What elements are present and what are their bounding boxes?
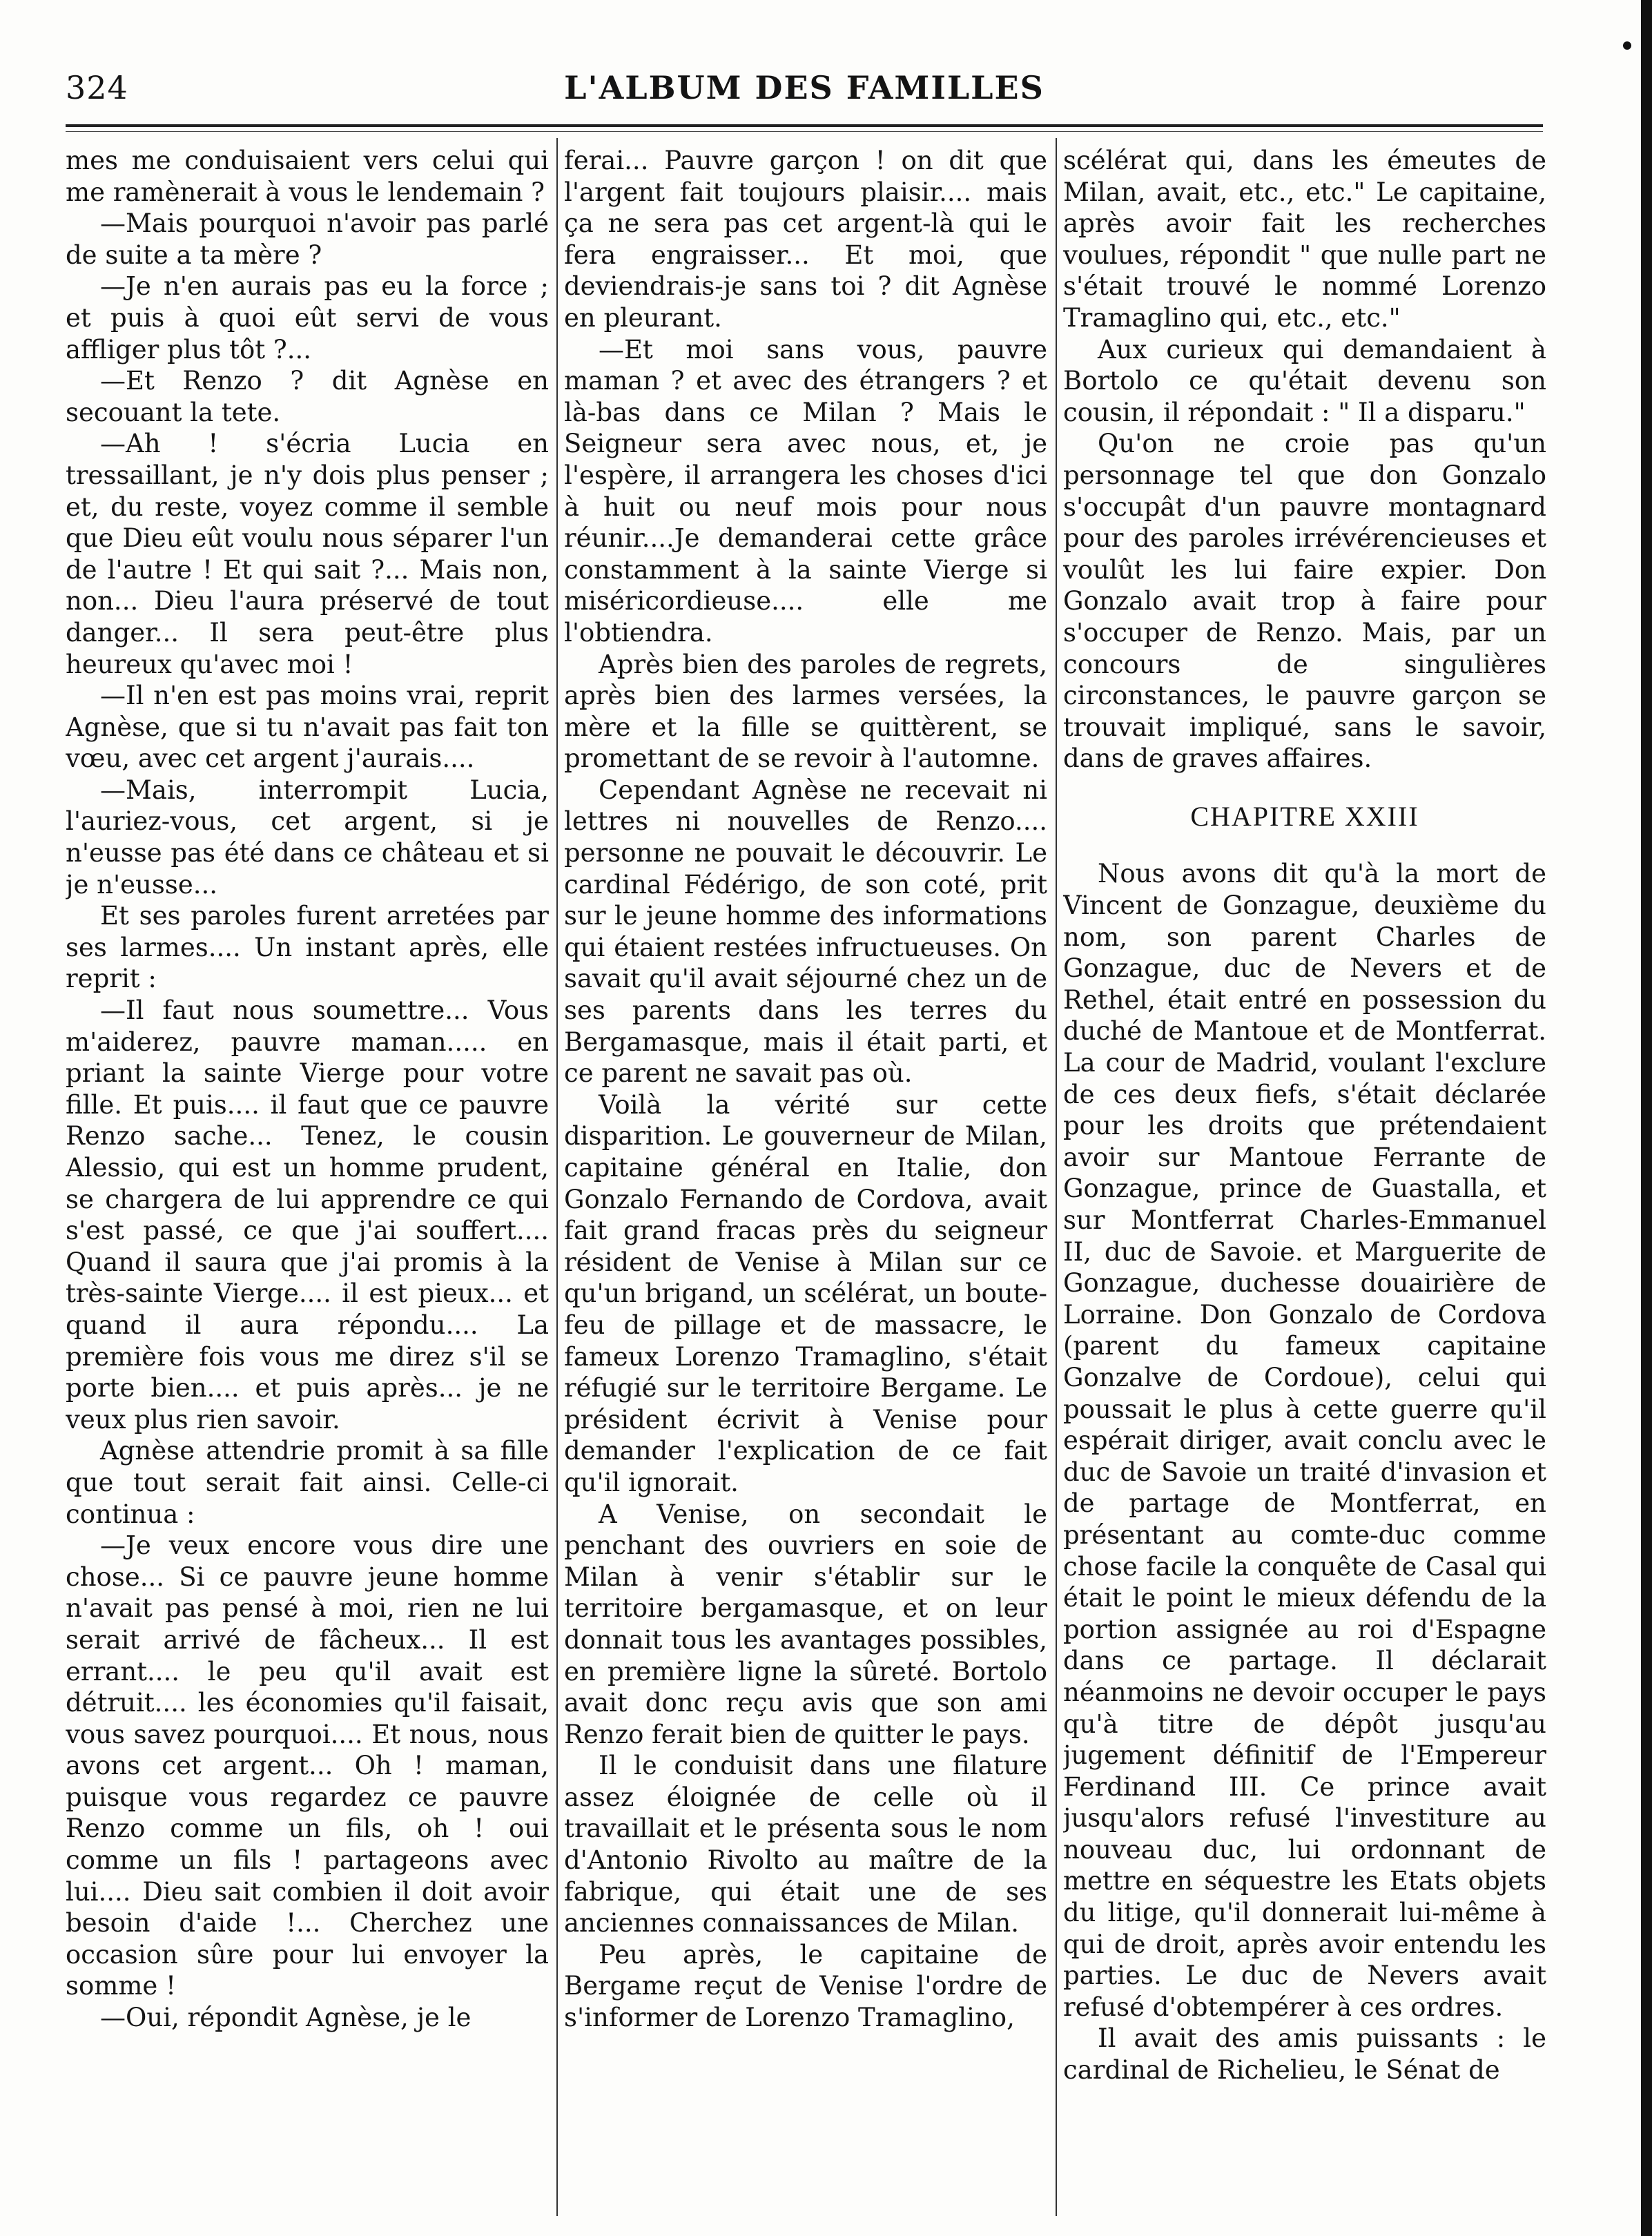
page-edge-mark — [1623, 41, 1631, 50]
header-rule-thin — [66, 131, 1543, 132]
header-rule — [66, 124, 1543, 127]
paragraph: Il le conduisit dans une filature assez éloignée de celle où il travaillait et le présenta sous le nom d'Antonio Rivolto au maître de la fabrique, qui était une de ses anciennes connaissances de Milan. — [564, 1751, 1047, 1938]
paragraph: Et ses paroles furent arretées par ses larmes.... Un instant après, elle reprit : — [66, 901, 549, 994]
paragraph: —Il n'en est pas moins vrai, reprit Agnèse, que si tu n'avait pas fait ton vœu, avec cet argent j'aurais.... — [66, 681, 549, 774]
paragraph: —Oui, répondit Agnèse, je le — [100, 2003, 472, 2033]
paragraph: A Venise, on secondait le penchant des ouvriers en soie de Milan à venir s'établir sur le territoire bergamasque, et on leur donnait tous les avantages possibles, en première ligne la sûreté. Bortolo avait donc reçu avis que son ami Renzo ferait bien de quitter le pays. — [564, 1499, 1047, 1749]
paragraph: Il avait des amis puissants : le cardinal de Richelieu, le Sénat de — [1063, 2023, 1546, 2086]
paragraph: Nous avons dit qu'à la mort de Vincent de Gonzague, deuxième du nom, son parent Charles de Gonzague, duc de Nevers et de Rethel, était entré en possession du duché de Mantoue et de Montferrat. La cour de Madrid, voulant l'exclure de ces deux fiefs, s'était déclarée pour les droits que prétendaient avoir sur Mantoue Ferrante de Gonzague, prince de Guastalla, et sur Montferrat Charles-Emmanuel II, duc de Savoie. et Marguerite de Gonzague, duchesse douairière de Lorraine. Don Gonzalo de Cordova (parent du fameux capitaine Gonzalve de Cordoue), celui qui poussait le plus à cette guerre qu'il espérait diriger, avait conclu avec le duc de Savoie un traité d'invasion et de partage de Montferrat, en présentant au comte-duc comme chose facile la conquête de Casal qui était le point le mieux défendu de la portion assignée au roi d'Espagne dans ce partage. Il déclarait néanmoins ne devoir occuper le pays qu'à titre de dépôt jusqu'au jugement définitif de l'Empereur Ferdinand III. Ce prince avait jusqu'alors refusé l'investiture au nouveau duc, lui ordonnant de mettre en séquestre les Etats objets du litige, qu'il donnerait lui-même à qui de droit, après avoir entendu les parties. Le duc de Nevers avait refusé d'obtempérer à ces ordres. — [1063, 859, 1546, 2022]
paragraph: —Mais, interrompit Lucia, l'auriez-vous, cet argent, si je n'eusse pas été dans ce château et si je n'eusse... — [66, 775, 549, 900]
chapter-heading: CHAPITRE XXIII — [1190, 800, 1419, 832]
paragraph: Peu après, le capitaine de Bergame reçut de Venise l'ordre de s'informer de Lorenzo Tramaglino, — [564, 1939, 1047, 2033]
paragraph: —Il faut nous soumettre... Vous m'aiderez, pauvre maman..... en priant la sainte Vierge pour votre fille. Et puis.... il faut que ce pauvre Renzo sache... Tenez, le cousin Alessio, qui est un homme prudent, se chargera de lui apprendre ce qui s'est passé, ce que j'ai souffert.... Quand il saura que j'ai promis à la très-sainte Vierge.... il est pieux... et quand il aura répondu.... La première fois vous me direz s'il se porte bien.... et puis après... je ne veux plus rien savoir. — [66, 995, 549, 1435]
paragraph: —Je n'en aurais pas eu la force ; et puis à quoi eût servi de vous affliger plus tôt ?... — [66, 271, 549, 364]
paragraph: Agnèse attendrie promit à sa fille que tout serait fait ainsi. Celle-ci continua : — [66, 1436, 549, 1529]
paragraph: —Ah ! s'écria Lucia en tressaillant, je n'y dois plus penser ; et, du reste, voyez comme il semble que Dieu eût voulu nous séparer l'un de l'autre ! Et qui sait ?... Mais non, non... Dieu l'aura préservé de tout danger... Il sera peut-être plus heureux qu'avec moi ! — [66, 429, 549, 679]
page-edge-bar — [1641, 0, 1652, 2236]
paragraph: —Et moi sans vous, pauvre maman ? et avec des étrangers ? et là-bas dans ce Milan ? Mais le Seigneur sera avec nous, et, je l'espère, il arrangera les choses d'ici à huit ou neuf mois pour nous réunir....Je demanderai cette grâce constamment à la sainte Vierge si miséricordieuse.... elle me l'obtiendra. — [564, 334, 1047, 648]
paragraph: Cependant Agnèse ne recevait ni lettres ni nouvelles de Renzo.... personne ne pouvait le découvrir. Le cardinal Fédérigo, de son coté, prit sur le jeune homme des informations qui étaient restées infructueuses. On savait qu'il avait séjourné chez un de ses parents dans les terres du Bergamasque, mais il était parti, et ce parent ne savait pas où. — [564, 775, 1047, 1089]
paragraph: Qu'on ne croie pas qu'un personnage tel que don Gonzalo s'occupât d'un pauvre montagnard pour des paroles irrévérencieuses et voulût les lui faire expier. Don Gonzalo avait trop à faire pour s'occuper de Renzo. Mais, par un concours de singulières circonstances, le pauvre garçon se trouvait impliqué, sans le savoir, dans de graves affaires. — [1063, 429, 1546, 774]
page-number: 324 — [66, 69, 128, 106]
paragraph: Aux curieux qui demandaient à Bortolo ce qu'était devenu son cousin, il répondait : " Il a disparu." — [1063, 334, 1546, 427]
paragraph: —Mais pourquoi n'avoir pas parlé de suite a ta mère ? — [66, 208, 549, 270]
running-title: L'ALBUM DES FAMILLES — [564, 69, 1044, 106]
paragraph: —Et Renzo ? dit Agnèse en secouant la tete. — [66, 366, 549, 427]
column-3 — [1063, 145, 1546, 2209]
page-header — [66, 69, 1543, 117]
column-separator-1 — [556, 138, 558, 2216]
column-separator-2 — [1056, 138, 1057, 2216]
column-2 — [564, 145, 1047, 2209]
paragraph: Après bien des paroles de regrets, après bien des larmes versées, la mère et la fille se quittèrent, se promettant de se revoir à l'automne. — [564, 649, 1047, 774]
paragraph: Voilà la vérité sur cette disparition. Le gouverneur de Milan, capitaine général en Italie, don Gonzalo Fernando de Cordova, avait fait grand fracas près du seigneur résident de Venise à Milan sur ce qu'un brigand, un scélérat, un boute-feu de pillage et de massacre, le fameux Lorenzo Tramaglino, s'était réfugié sur le territoire Bergame. Le président écrivit à Venise pour demander l'explication de ce fait qu'il ignorait. — [564, 1089, 1047, 1497]
column-1 — [66, 145, 549, 2209]
paragraph: scélérat qui, dans les émeutes de Milan, avait, etc., etc." Le capitaine, après avoir fait les recherches voulues, répondit " que nulle part ne s'était trouvé le nommé Lorenzo Tramaglino qui, etc., etc." — [1063, 146, 1546, 333]
paragraph: mes me conduisaient vers celui qui me ramènerait à vous le lendemain ? — [66, 146, 549, 207]
paragraph: ferai... Pauvre garçon ! on dit que l'argent fait toujours plaisir.... mais ça ne sera pas cet argent-là qui le fera engraisser... Et moi, que deviendrais-je sans toi ? dit Agnèse en pleurant. — [564, 146, 1047, 333]
paragraph: —Je veux encore vous dire une chose... Si ce pauvre jeune homme n'avait pas pensé à moi, rien ne lui serait arrivé de fâcheux... Il est errant.... le peu qu'il avait est détruit.... les économies qu'il faisait, vous savez pourquoi.... Et nous, nous avons cet argent... Oh ! maman, puisque vous regardez ce pauvre Renzo comme un fils, oh ! oui comme un fils ! partageons avec lui.... Dieu sait combien il doit avoir besoin d'aide !... Cherchez une occasion sûre pour lui envoyer la somme ! — [66, 1530, 549, 2001]
